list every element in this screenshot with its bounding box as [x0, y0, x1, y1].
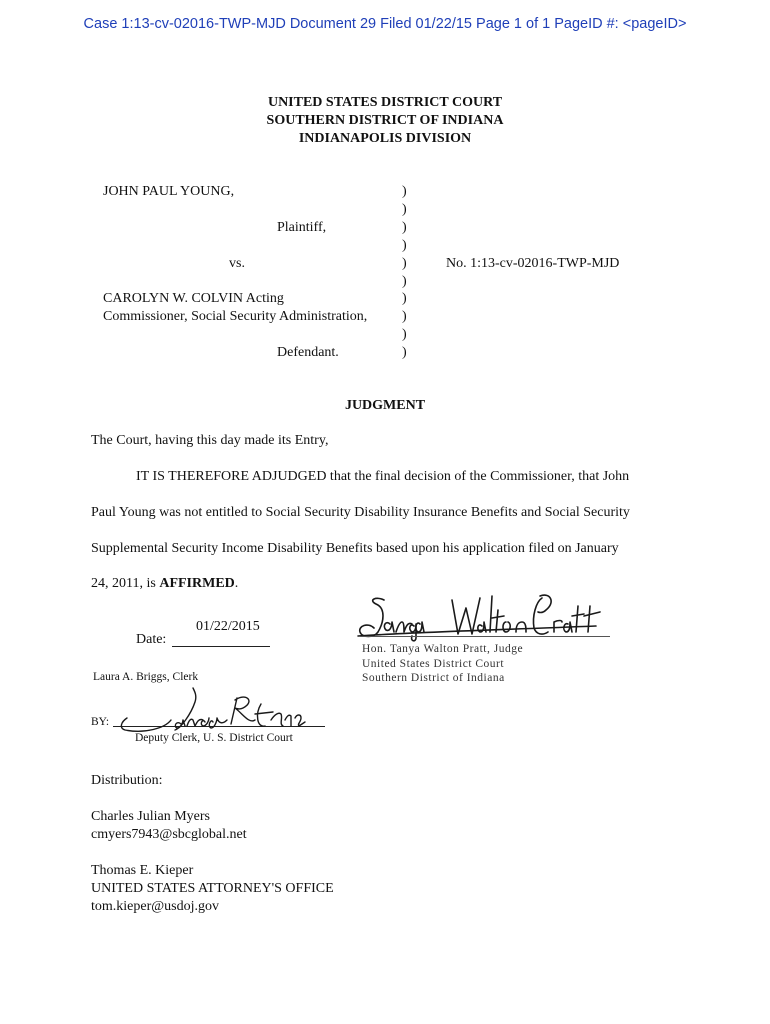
court-district: SOUTHERN DISTRICT OF INDIANA [266, 113, 504, 128]
plaintiff-role: Plaintiff, [277, 220, 327, 235]
caption-paren: ) [402, 184, 407, 199]
judgment-text-line1: IT IS THEREFORE ADJUDGED that the final decision of the Commissioner, that John [136, 469, 630, 484]
judge-court: United States District Court [362, 657, 505, 670]
court-name: UNITED STATES DISTRICT COURT [267, 95, 503, 110]
judgment-line4-suffix: . [234, 576, 239, 591]
recipient-email: tom.kieper@usdoj.gov [91, 899, 219, 914]
judgment-text-line3: Supplemental Security Income Disability Benefits based upon his application filed on January [91, 541, 619, 556]
date-value: 01/22/2015 [196, 619, 260, 634]
caption-paren: ) [402, 273, 407, 289]
judgment-text-line2: Paul Young was not entitled to Social Security Disability Insurance Benefits and Social Security [91, 505, 630, 520]
judge-district: Southern District of Indiana [362, 672, 505, 684]
caption-paren: ) [402, 345, 407, 361]
case-number: No. 1:13-cv-02016-TWP-MJD [446, 256, 620, 271]
caption-paren: ) [402, 201, 407, 217]
court-heading [0, 94, 770, 148]
distribution-title: Distribution: [91, 773, 163, 788]
defendant-role: Defendant. [277, 345, 339, 360]
judge-name: Hon. Tanya Walton Pratt, Judge [362, 643, 524, 655]
affirmed-text: AFFIRMED [159, 576, 235, 591]
judge-signature-block [362, 642, 523, 686]
deputy-clerk-label: Deputy Clerk, U. S. District Court [135, 732, 293, 744]
judgment-text-line4 [91, 576, 238, 592]
caption-paren: ) [402, 237, 407, 253]
caption-paren: ) [402, 291, 407, 307]
recipient-name: Thomas E. Kieper [91, 863, 194, 878]
caption-parentheses [402, 183, 407, 362]
date-underline [172, 646, 270, 647]
date-label: Date: [136, 632, 167, 647]
recipient-office: UNITED STATES ATTORNEY'S OFFICE [91, 881, 334, 896]
judge-signature-line [360, 636, 610, 637]
clerk-name: Laura A. Briggs, Clerk [93, 671, 199, 683]
versus-label: vs. [229, 256, 245, 271]
plaintiff-name: JOHN PAUL YOUNG, [103, 184, 235, 199]
caption-paren: ) [402, 327, 407, 343]
judgment-intro: The Court, having this day made its Entry, [91, 433, 329, 448]
judgment-title: JUDGMENT [344, 398, 426, 413]
caption-paren: ) [402, 219, 407, 235]
judgment-line4-prefix: 24, 2011, is [91, 576, 160, 591]
judge-signature-image [356, 592, 606, 642]
court-division: INDIANAPOLIS DIVISION [298, 131, 472, 146]
caption-paren: ) [402, 255, 407, 271]
recipient-name: Charles Julian Myers [91, 809, 210, 824]
defendant-name-line1: CAROLYN W. COLVIN Acting [103, 291, 284, 306]
by-label: BY: [91, 716, 110, 728]
filing-header-stamp: Case 1:13-cv-02016-TWP-MJD Document 29 Filed 01/22/15 Page 1 of 1 PageID #: <pageID> [83, 16, 687, 32]
recipient-email: cmyers7943@sbcglobal.net [91, 827, 247, 842]
defendant-name-line2: Commissioner, Social Security Administration, [103, 309, 368, 324]
caption-paren: ) [402, 309, 407, 325]
